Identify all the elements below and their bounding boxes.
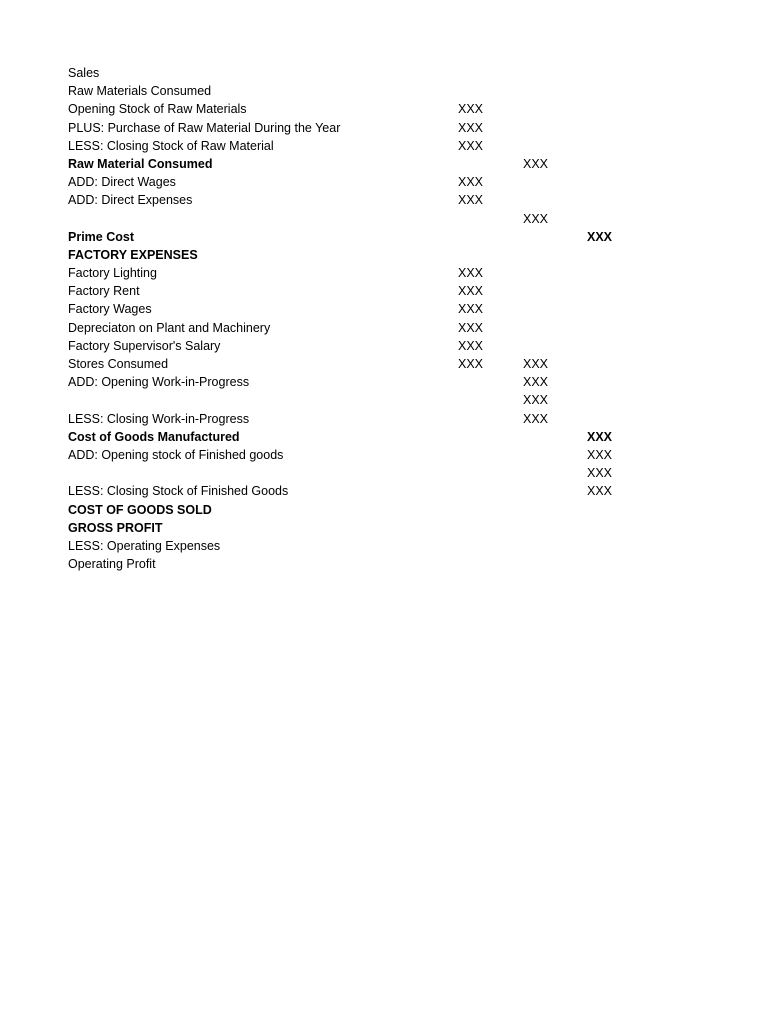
row-label: ADD: Direct Wages [68,175,176,190]
statement-row [0,137,768,155]
row-label: LESS: Closing Stock of Finished Goods [68,484,289,499]
amount-col-1: XXX [458,284,484,299]
statement-row [0,410,768,428]
statement-row [0,355,768,373]
row-label: Prime Cost [68,229,134,244]
amount-col-1: XXX [458,338,484,353]
statement-row [0,555,768,573]
row-label: ADD: Opening Work-in-Progress [68,375,250,390]
row-label: Raw Material Consumed [68,156,213,171]
amount-col-1: XXX [458,175,484,190]
row-label: Factory Supervisor's Salary [68,338,221,353]
statement-row [0,210,768,228]
row-label: COST OF GOODS SOLD [68,502,212,517]
amount-col-3: XXX [587,466,613,481]
amount-col-2: XXX [523,393,549,408]
row-label: Sales [68,66,100,80]
statement-row [0,537,768,555]
statement-section-heading [0,246,768,264]
row-label: Depreciaton on Plant and Machinery [68,320,271,335]
row-label: Factory Lighting [68,266,157,281]
amount-col-2: XXX [523,411,549,426]
amount-col-2: XXX [523,156,549,171]
statement-row [0,337,768,355]
amount-col-1: XXX [458,120,484,135]
statement-row-total [0,501,768,519]
amount-col-1: XXX [458,302,484,317]
statement-row-total [0,228,768,246]
statement-row [0,64,768,82]
amount-col-1: XXX [458,138,484,153]
statement-row-subtotal [0,155,768,173]
row-label: Cost of Goods Manufactured [68,429,240,444]
row-label: LESS: Operating Expenses [68,538,221,553]
amount-col-1: XXX [458,357,484,371]
statement-row [0,319,768,337]
statement-row [0,300,768,318]
row-label: Factory Wages [68,302,152,317]
amount-col-2: XXX [523,357,549,371]
statement-row-total [0,428,768,446]
statement-row [0,282,768,300]
row-label: LESS: Closing Stock of Raw Material [68,138,274,153]
row-label: FACTORY EXPENSES [68,247,198,262]
cost-statement [0,64,768,573]
row-label: Operating Profit [68,557,156,572]
amount-col-1: XXX [458,266,484,281]
amount-col-3: XXX [587,429,613,444]
row-label: Raw Materials Consumed [68,84,212,99]
row-label: Opening Stock of Raw Materials [68,102,247,117]
amount-col-2: XXX [523,211,549,226]
row-label: GROSS PROFIT [68,520,163,535]
row-label: PLUS: Purchase of Raw Material During the Year [68,120,341,135]
statement-row [0,464,768,482]
statement-row [0,191,768,209]
row-label: LESS: Closing Work-in-Progress [68,411,250,426]
amount-col-3: XXX [587,447,613,462]
statement-row [0,100,768,118]
row-label: ADD: Direct Expenses [68,193,193,208]
statement-row [0,482,768,500]
statement-row [0,373,768,391]
amount-col-1: XXX [458,193,484,208]
row-label: ADD: Opening stock of Finished goods [68,447,284,462]
statement-row [0,391,768,409]
amount-col-3: XXX [587,484,613,499]
amount-col-2: XXX [523,375,549,390]
amount-col-1: XXX [458,102,484,117]
statement-row-total [0,519,768,537]
statement-row [0,119,768,137]
amount-col-1: XXX [458,320,484,335]
amount-col-3: XXX [587,229,613,244]
statement-row [0,264,768,282]
row-label: Factory Rent [68,284,140,299]
statement-row [0,173,768,191]
statement-row [0,82,768,100]
row-label: Stores Consumed [68,357,169,371]
statement-row [0,446,768,464]
